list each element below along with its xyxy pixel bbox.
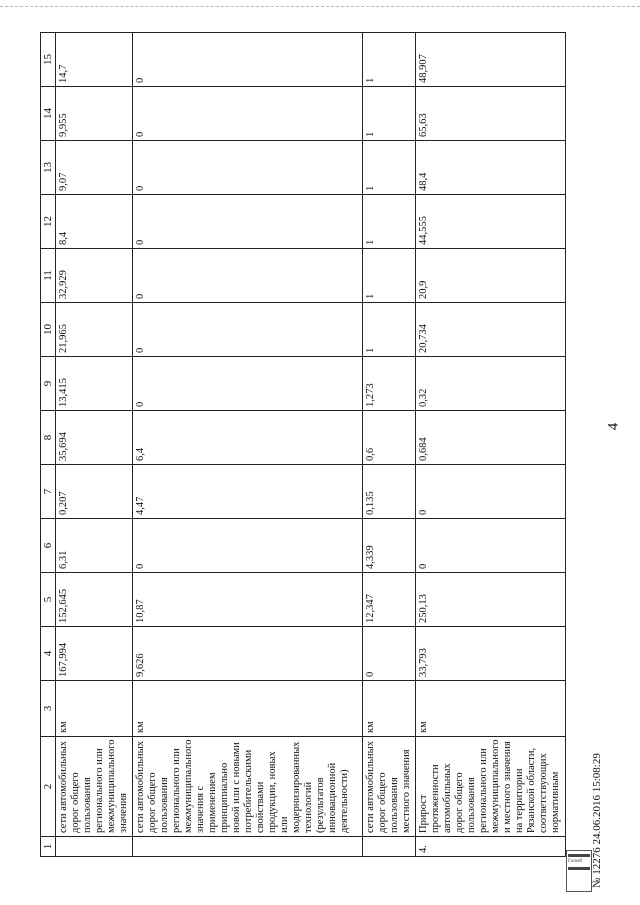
table-header-row — [41, 33, 56, 857]
row-number-cell — [133, 837, 363, 857]
header-cell: 15 — [41, 33, 56, 87]
value-cell: 0,684 — [416, 411, 566, 465]
value-cell: 0 — [363, 627, 416, 681]
value-cell: 32,929 — [56, 249, 133, 303]
stamp-label: Госвеб — [568, 859, 583, 864]
stamp-barcode — [568, 854, 590, 857]
value-cell: 13,415 — [56, 357, 133, 411]
header-cell: 5 — [41, 573, 56, 627]
value-cell: 0 — [133, 87, 363, 141]
value-cell: 21,965 — [56, 303, 133, 357]
data-table — [40, 32, 566, 857]
value-cell: 0,6 — [363, 411, 416, 465]
value-cell: 12,347 — [363, 573, 416, 627]
indicator-name-cell: сети автомобильных дорог общего пользования местного значения — [363, 737, 416, 837]
rotated-table-block — [40, 35, 585, 857]
value-cell: 20,9 — [416, 249, 566, 303]
header-cell: 11 — [41, 249, 56, 303]
header-cell: 14 — [41, 87, 56, 141]
indicator-name-cell: сети автомобильных дорог общего пользования регионального или межмуниципального значения с применением принципиально новой или с новыми потребительскими свойствами продукции, новых или модернизированных технологий (результатов инновационной деятельности) — [133, 737, 363, 837]
value-cell: 9,955 — [56, 87, 133, 141]
header-cell: 7 — [41, 465, 56, 519]
value-cell: 9,626 — [133, 627, 363, 681]
header-cell: 10 — [41, 303, 56, 357]
registry-stamp — [566, 850, 592, 892]
unit-cell: км — [363, 681, 416, 737]
header-cell: 4 — [41, 627, 56, 681]
value-cell: 0,32 — [416, 357, 566, 411]
unit-cell: км — [416, 681, 566, 737]
scan-top-edge — [0, 6, 640, 8]
value-cell: 4,339 — [363, 519, 416, 573]
header-cell: 1 — [41, 837, 56, 857]
value-cell: 48,907 — [416, 33, 566, 87]
table-row — [56, 33, 133, 857]
value-cell: 0 — [133, 357, 363, 411]
value-cell: 14,7 — [56, 33, 133, 87]
value-cell: 48,4 — [416, 141, 566, 195]
table-row — [363, 33, 416, 857]
value-cell: 1 — [363, 87, 416, 141]
value-cell: 0 — [133, 249, 363, 303]
value-cell: 33,793 — [416, 627, 566, 681]
value-cell: 1 — [363, 141, 416, 195]
value-cell: 0 — [133, 195, 363, 249]
header-cell: 3 — [41, 681, 56, 737]
page-number: 4 — [605, 422, 622, 431]
header-cell: 2 — [41, 737, 56, 837]
header-cell: 12 — [41, 195, 56, 249]
value-cell: 10,87 — [133, 573, 363, 627]
value-cell: 35,694 — [56, 411, 133, 465]
row-number-cell — [56, 837, 133, 857]
value-cell: 0 — [133, 303, 363, 357]
header-cell: 9 — [41, 357, 56, 411]
value-cell: 152,645 — [56, 573, 133, 627]
value-cell: 0,207 — [56, 465, 133, 519]
value-cell: 0 — [133, 519, 363, 573]
stamp-barcode — [568, 867, 590, 870]
value-cell: 1,273 — [363, 357, 416, 411]
value-cell: 167,994 — [56, 627, 133, 681]
value-cell: 0 — [416, 519, 566, 573]
row-number-cell — [363, 837, 416, 857]
value-cell: 8,4 — [56, 195, 133, 249]
document-registration-footer: № 12276 24.06.2016 15:08:29 — [591, 753, 603, 888]
value-cell: 4,47 — [133, 465, 363, 519]
value-cell: 1 — [363, 249, 416, 303]
value-cell: 0 — [133, 141, 363, 195]
value-cell: 250,13 — [416, 573, 566, 627]
value-cell: 44,555 — [416, 195, 566, 249]
indicator-name-cell: Прирост протяженности автомобильных дорог общего пользования регионального или межмуниципального и местного значения на территории Рязанской области, соответствующих нормативным — [416, 737, 566, 837]
header-cell: 6 — [41, 519, 56, 573]
value-cell: 9,07 — [56, 141, 133, 195]
header-cell: 13 — [41, 141, 56, 195]
value-cell: 1 — [363, 33, 416, 87]
table-row — [416, 33, 566, 857]
value-cell: 6,4 — [133, 411, 363, 465]
value-cell: 1 — [363, 195, 416, 249]
value-cell: 0,135 — [363, 465, 416, 519]
value-cell: 0 — [133, 33, 363, 87]
value-cell: 6,31 — [56, 519, 133, 573]
unit-cell: км — [56, 681, 133, 737]
indicator-name-cell: сети автомобильных дорог общего пользования регионального или межмуниципального значения — [56, 737, 133, 837]
row-number-cell: 4. — [416, 837, 566, 857]
value-cell: 20,734 — [416, 303, 566, 357]
value-cell: 65,63 — [416, 87, 566, 141]
header-cell: 8 — [41, 411, 56, 465]
value-cell: 1 — [363, 303, 416, 357]
table-row — [133, 33, 363, 857]
unit-cell: км — [133, 681, 363, 737]
value-cell: 0 — [416, 465, 566, 519]
